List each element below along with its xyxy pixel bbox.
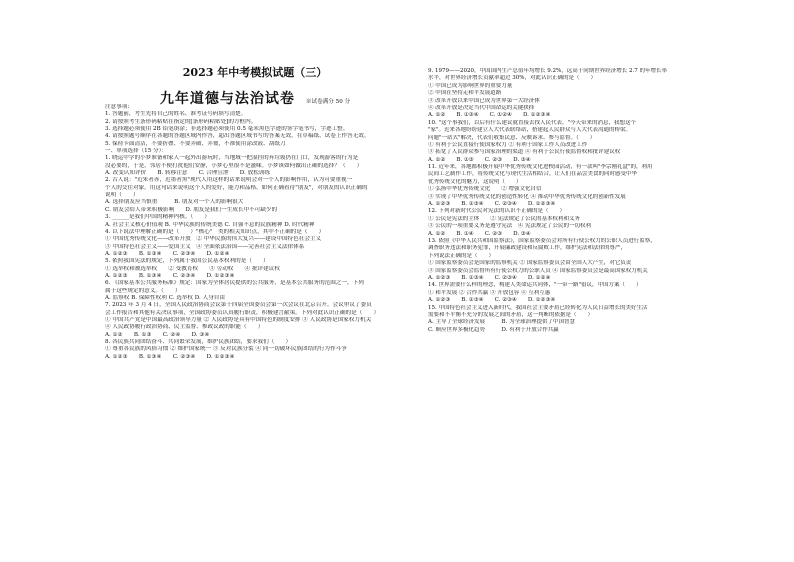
left-text-lines: [105, 104, 405, 361]
text-line: 6. 《国家基本公共服务标准》规定：国家为全体居民提供的公共服务，是基本公共服务的范围之一，下列: [105, 280, 364, 287]
text-line: ① 中国共产党是中国最高政治领导力量 ② 人民政协是具有中国特色的制度安排 ③ 人民政协是国家权力机关: [105, 316, 372, 323]
text-line: ① 国家监察委员会是国家的监察机关 ② 国家监察委员会由全国人大产生，对它负责: [428, 260, 632, 267]
text-line: 优秀传统文化的魅力，这说明（ ）: [428, 178, 522, 185]
text-line: ④ 人民政协履行政治协商、民主监督、参政议政的职能（ ）: [105, 324, 264, 331]
text-line: A. ①②③ B. ①③④ C. ②③④ D. ①②③④: [428, 297, 556, 304]
text-line: 3. 选择题必须使用 2B 铅笔填涂；非选择题必须使用 0.5 毫米黑色字迹的签字笔书写，字迹工整。: [105, 126, 349, 133]
text-line: 下列说法正确的是（ ）: [428, 252, 495, 259]
text-line: "家"。近来各地纷纷建立人大代表联络站，搭建起人民群众与人大代表沟通的桥梁。: [428, 127, 632, 134]
text-line: A. 改变认知评价 B. 转移注意 C. 合理宣泄 D. 放松训练: [105, 170, 270, 177]
text-line: A. ①②③ B. ①③④ C. ②③④ D. ①②③④: [105, 353, 235, 360]
text-line: A. ①②③ B. ①③④ C. ②③④ D. ①②④: [105, 250, 230, 257]
text-line: ③ 拓宽了人民群众参与国家治理的渠道 ④ 有利于公民行使监督权和批评建议权: [428, 149, 621, 156]
text-line: ① 公民是宪法的主体 ② 宪法规定了公民的基本权利和义务: [428, 215, 580, 222]
text-line: 会工作报告和其他有关决议事项，全国政协委员认真履行职责，积极建言献策。下列对此认识正确的是（ ）: [105, 309, 380, 316]
text-line: 12. 下列对新时代公民对宪法的认识不正确的是（ ）: [428, 208, 565, 215]
text-line: A. ①②③ B. ①③④ C. ②③④ D. ①②③④: [105, 272, 235, 279]
text-line: 5. 保持卡面清洁，不要折叠、不要弄破、弄皱，不准使用涂改液、刮纸刀: [105, 140, 286, 147]
text-line: ① 弘扬中华优秀传统文化 ② 增强文化自信: [428, 186, 542, 193]
text-line: 水平，对世界经济增长贡献率超过 30%，对此认识正确的是（ ）: [428, 75, 596, 82]
text-line: ③ 中国特色社会主义——爱国主义 ④ 全面依法治国——完善社会主义法律体系: [105, 243, 305, 250]
text-line: ③ 国家监察委员会监督所有行使公权力的公职人员 ④ 国家监察委员会是最高国家权力机关: [428, 267, 648, 274]
text-line: A. 监察权 B. 保障性权利 C. 选举权 D. 人身自由: [105, 294, 225, 301]
text-line: ③ 实现了中华优秀传统文化的创造性转化 ④ 推动中华优秀传统文化的创新性发展: [428, 193, 626, 200]
subject-title: 九年道德与法治试卷: [159, 91, 295, 107]
text-line: ① 选举权和被选举权 ② 受教育权 ③ 劳动权 ④ 批评建议权: [105, 265, 280, 272]
text-line: 3. ______是我们中国的精神内核。（ ）: [105, 214, 211, 221]
text-line: 9. 1979——2020，中国国内生产总值年均增长 9.2%，远高于同期世界经济增长 2.7 的年增长率: [428, 68, 667, 74]
text-line: 8. 各民族共同团结奋斗、共同繁荣发展，维护民族团结，要求我们（ ）: [105, 339, 292, 345]
text-line: ③ 改革开放以来中国已成为世界第一大经济体: [428, 97, 540, 104]
text-line: 需要和不平衡不充分的发展之间的矛盾，这一判断的依据是（ ）: [428, 311, 594, 318]
text-line: 4. 请按照题号顺序在各题的答题区域内作答，超出答题区域书写的答案无效，在草稿纸、试卷上作答无效。: [105, 133, 370, 140]
text-line: A. 社会主义核心价值观 B. 中华民族的传统美德 C. 自强不息的民族精神 D. 时代精神: [105, 221, 315, 228]
exam-title: 2023 年中考模拟试题（三）: [182, 66, 328, 79]
right-text-lines: [428, 68, 690, 334]
text-line: 2. 请按照考生条形码粘贴在指定的[条形码粘贴处]的方框内。: [105, 118, 257, 125]
text-line: 注意事项:: [105, 104, 130, 110]
text-line: 1. 晓运中学的小梦准备和家人一起外出游玩时，当地域一把湿挂的弃垃圾扔在门口，发现游客的行为是: [105, 155, 359, 162]
text-line: A. 主导了全球经济发展 B. 为全球治理提供了中国智慧: [428, 319, 576, 326]
text-line: 13. 依照《中华人民共和国监察法》，国家监察委员会对所有行使公权力的公职人员进行监察，: [428, 237, 656, 244]
text-line: 说明（ ）: [105, 192, 139, 199]
text-line: 10. "这个事我们，以后有什么建议就直接去找人民代表。"今天带来的消息，我想这个: [428, 119, 637, 126]
text-line: ③ 公民的一项重要义务是遵守宪法 ④ 宪法规定了公民的一切权利: [428, 223, 591, 230]
text-line: ① 有利于公民直接行使国家权力 ② 有利于国家工作人员改进工作: [428, 141, 588, 148]
text-line: ② 中国在坚持走和平发展道路: [428, 90, 502, 97]
text-line: 1. 答题前，考生先将自己的姓名、准考证号码填写清楚。: [105, 111, 247, 118]
text-line: 民间工艺制作工作，将传统文化与现代生活相结合，让人们在品尝美食的同时感受中华: [428, 171, 638, 178]
text-line: ① 尊重各民族的风俗习惯 ② 维护国家统一 ③ 反对民族分裂 ④ 同一切破坏民族团结的行为作斗争: [105, 346, 347, 353]
score-note: ※试卷满分 50 分: [305, 99, 351, 105]
text-line: ④ 改革开放是决定当代中国命运的关键抉择: [428, 104, 535, 111]
text-line: A. ①② B. ①③ C. ②③ D. ③④: [428, 156, 531, 163]
text-line: A. ①② B. ①③ C. ②④ D. ③④: [105, 331, 210, 338]
text-line: 2. 古人说："近朱者赤，近墨者黑"现代人用这样的话来说明会对一个人的影响作用，认为可要重视一: [105, 177, 353, 184]
text-line: A. ①② B. ①④ C. ②③ D. ③④: [428, 230, 531, 237]
text-line: 4. 以下说法中理解正确的是（ ）"核心" 类的相关知识点，其中不正确的是（ ）: [105, 228, 325, 235]
text-line: ① 中国已成为影响世界的重要力量: [428, 82, 513, 89]
text-line: A. 选择朋友应当慎重 B. 朋友对一个人的影响很大: [105, 199, 244, 206]
text-line: ① 中国优秀传统文化——改革开放 ② 中华民族的伟大复兴——建设中国特色社会主义: [105, 236, 322, 243]
text-line: 个人的交往对象。用这句话来说明这个人的爱好，能力和品格。如何正确看待"朋友"，对朋友的认识正确的: [105, 184, 368, 191]
text-line: C. 朋友会给人带来积极影响 D. 朋友是我们一生成长中不可缺少的: [105, 206, 278, 213]
text-line: 7. 2023 年 3 月 4 日，全国人民政治协商会议第十四届全国委员会第一次会议在北京召开。会议审议了委员: [105, 302, 372, 309]
text-line: 属于这些规定的意义。（ ）: [105, 287, 181, 294]
text-line: 问题"一站式"解决，代表们收集民意、反映诉求、参与监督。（ ）: [428, 134, 596, 141]
text-line: ① 和平发展 ② 合作共赢 ③ 开放包容 ④ 互利互惠: [428, 289, 551, 296]
text-line: 一、单项选择（15 分）：: [105, 148, 168, 155]
text-line: 5. 依照我国宪法的规定，下列属于我国公民基本权利的是（ ）: [105, 258, 269, 265]
text-line: 没必要的，于是，邻居不便打扰他们安静，小梦心里很不是滋味。小梦该如何做出正确的选择？（ ）: [105, 162, 363, 169]
text-line: 11. 近年来，各地都积极开展中华优秀传统文化进校园活动，有一款叫"李宗刚礼盒"的，利用: [428, 164, 653, 171]
text-line: A. ①②③ B. ①③④ C. ②③④ D. ①②③④: [428, 201, 556, 208]
text-line: C. 顺应世界多极化趋势 D. 有利于开放合作共赢: [428, 326, 559, 333]
text-line: 14. 世界需要什么样的理念，构建人类命运共同体，"一带一路"倡议，中国方案（ ）: [428, 282, 642, 289]
text-line: A. ①② B. ①③④ C. ①②④ D. ①②③④: [428, 112, 551, 119]
text-line: 15. 中国特色社会主义进入新时代，我国社会主要矛盾已经转化为人民日益增长的美好生活: [428, 304, 648, 311]
text-line: 调查职务违法和职务犯罪，开展廉政建设和反腐败工作，维护宪法和法律的尊严，: [428, 245, 627, 252]
text-line: A. ①②③ B. ①③④ C. ②③④ D. ①②④: [428, 274, 551, 281]
